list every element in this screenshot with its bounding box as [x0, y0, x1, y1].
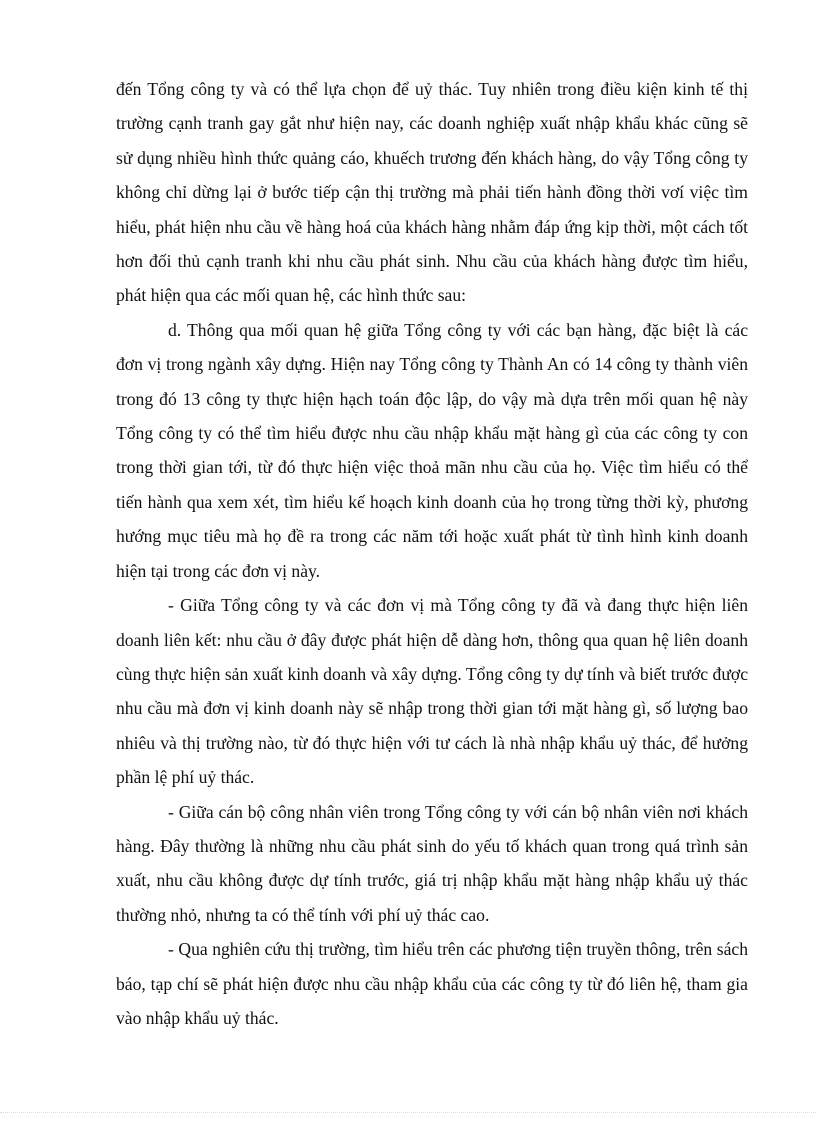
- page-bottom-divider: [0, 1112, 816, 1113]
- body-text: [116, 72, 748, 1035]
- paragraph-market-research: - Qua nghiên cứu thị trường, tìm hiểu trên các phương tiện truyền thông, trên sách báo, tạp chí sẽ phát hiện được nhu cầu nhập khẩu của các công ty từ đó liên hệ, tham gia vào nhập khẩu uỷ thác.: [116, 939, 748, 1028]
- paragraph-continuation: đến Tổng công ty và có thể lựa chọn để uỷ thác. Tuy nhiên trong điều kiện kinh tế thị trường cạnh tranh gay gắt như hiện nay, các doanh nghiệp xuất nhập khẩu khác cũng sẽ sử dụng nhiều hình thức quảng cáo, khuếch trương đến khách hàng, do vậy Tổng công ty không chỉ dừng lại ở bước tiếp cận thị trường mà phải tiến hành đồng thời vơí việc tìm hiểu, phát hiện nhu cầu về hàng hoá của khách hàng nhằm đáp ứng kịp thời, một cách tốt hơn đối thủ cạnh tranh khi nhu cầu phát sinh. Nhu cầu của khách hàng được tìm hiểu, phát hiện qua các mối quan hệ, các hình thức sau:: [116, 79, 748, 306]
- paragraph-partner-relations: d. Thông qua mối quan hệ giữa Tổng công ty với các bạn hàng, đặc biệt là các đơn vị trong ngành xây dựng. Hiện nay Tổng công ty Thành An có 14 công ty thành viên trong đó 13 công ty thực hiện hạch toán độc lập, do vậy mà dựa trên mối quan hệ này Tổng công ty có thể tìm hiểu được nhu cầu nhập khẩu mặt hàng gì của các công ty con trong thời gian tới, từ đó thực hiện việc thoả mãn nhu cầu của họ. Việc tìm hiểu có thể tiến hành qua xem xét, tìm hiểu kế hoạch kinh doanh của họ trong từng thời kỳ, phương hướng mục tiêu mà họ đề ra trong các năm tới hoặc xuất phát từ tình hình kinh doanh hiện tại trong các đơn vị này.: [116, 319, 748, 581]
- paragraph-joint-venture: - Giữa Tổng công ty và các đơn vị mà Tổng công ty đã và đang thực hiện liên doanh liên kết: nhu cầu ở đây được phát hiện dễ dàng hơn, thông qua quan hệ liên doanh cùng thực hiện sản xuất kinh doanh và xây dựng. Tổng công ty dự tính và biết trước được nhu cầu mà đơn vị kinh doanh này sẽ nhập trong thời gian tới mặt hàng gì, số lượng bao nhiêu và thị trường nào, từ đó thực hiện với tư cách là nhà nhập khẩu uỷ thác, để hưởng phần lệ phí uỷ thác.: [116, 595, 748, 788]
- paragraph-staff-relations: - Giữa cán bộ công nhân viên trong Tổng công ty với cán bộ nhân viên nơi khách hàng. Đây thường là những nhu cầu phát sinh do yếu tố khách quan trong quá trình sản xuất, nhu cầu không được dự tính trước, giá trị nhập khẩu mặt hàng nhập khẩu uỷ thác thường nhỏ, nhưng ta có thể tính với phí uỷ thác cao.: [116, 801, 748, 925]
